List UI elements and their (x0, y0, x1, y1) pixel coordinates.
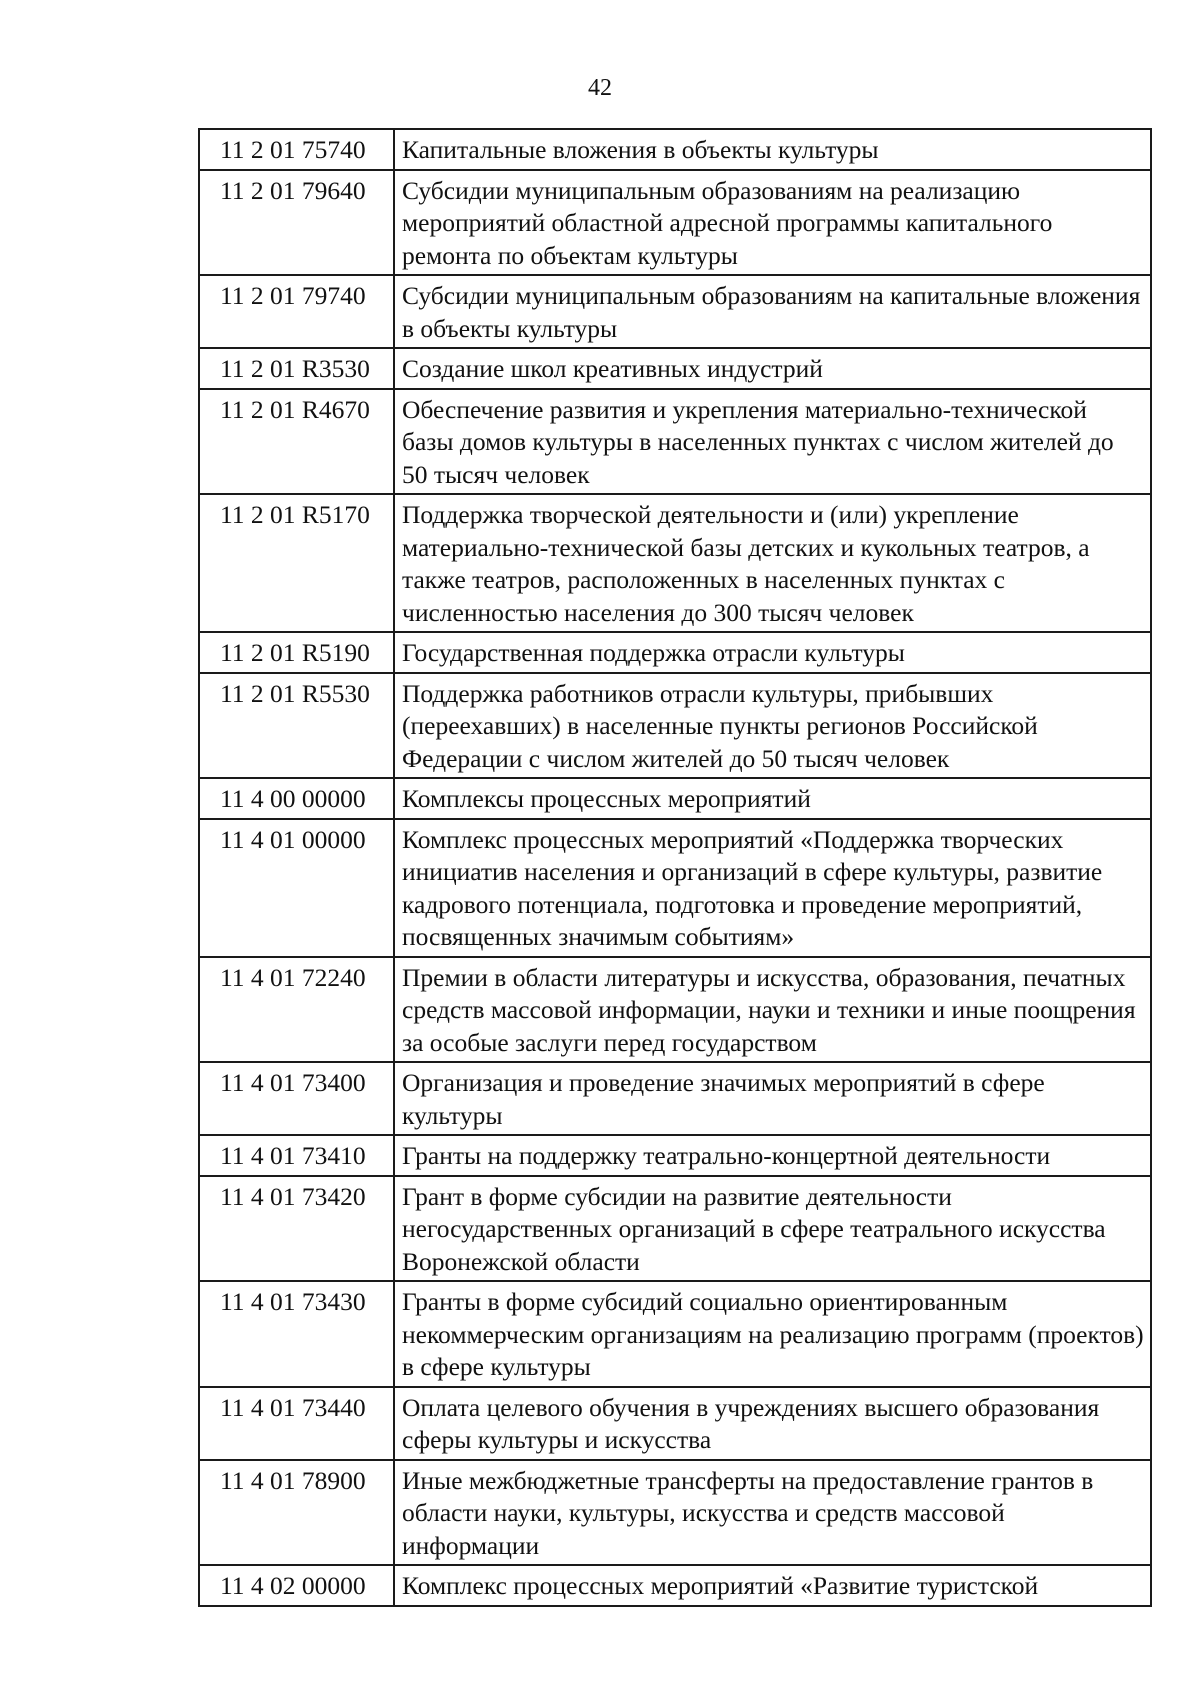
budget-description-cell: Гранты в форме субсидий социально ориентированным некоммерческим организациям на реализацию программ (проектов) в сфере культуры (394, 1281, 1151, 1387)
budget-description-cell: Создание школ креативных индустрий (394, 348, 1151, 389)
budget-code-cell: 11 2 01 R5170 (199, 494, 394, 632)
budget-description-cell: Гранты на поддержку театрально-концертной деятельности (394, 1135, 1151, 1176)
table-row (199, 129, 1151, 170)
budget-description-cell: Иные межбюджетные трансферты на предоставление грантов в области науки, культуры, искусства и средств массовой информации (394, 1460, 1151, 1566)
table-row (199, 778, 1151, 819)
budget-code-cell: 11 2 01 R3530 (199, 348, 394, 389)
table-row (199, 819, 1151, 957)
table-row (199, 389, 1151, 495)
table-row (199, 275, 1151, 348)
budget-code-cell: 11 2 01 R5530 (199, 673, 394, 779)
budget-code-cell: 11 4 01 73400 (199, 1062, 394, 1135)
budget-code-cell: 11 4 01 78900 (199, 1460, 394, 1566)
budget-code-cell: 11 2 01 75740 (199, 129, 394, 170)
budget-description-cell: Комплексы процессных мероприятий (394, 778, 1151, 819)
budget-description-cell: Субсидии муниципальным образованиям на реализацию мероприятий областной адресной программы капитального ремонта по объектам культуры (394, 170, 1151, 276)
budget-description-cell: Оплата целевого обучения в учреждениях высшего образования сферы культуры и искусства (394, 1387, 1151, 1460)
budget-code-table (198, 128, 1152, 1607)
table-row (199, 632, 1151, 673)
table-row (199, 1062, 1151, 1135)
table-row (199, 348, 1151, 389)
table-row (199, 170, 1151, 276)
budget-code-cell: 11 4 01 73420 (199, 1176, 394, 1282)
budget-code-cell: 11 2 01 R4670 (199, 389, 394, 495)
budget-description-cell: Субсидии муниципальным образованиям на капитальные вложения в объекты культуры (394, 275, 1151, 348)
page-number: 42 (588, 75, 612, 101)
budget-code-cell: 11 4 01 73430 (199, 1281, 394, 1387)
table-row (199, 1176, 1151, 1282)
budget-description-cell: Организация и проведение значимых мероприятий в сфере культуры (394, 1062, 1151, 1135)
budget-description-cell: Государственная поддержка отрасли культуры (394, 632, 1151, 673)
budget-description-cell: Комплекс процессных мероприятий «Развитие туристской (394, 1565, 1151, 1606)
table-row (199, 1281, 1151, 1387)
budget-code-table-body (199, 129, 1151, 1606)
budget-description-cell: Обеспечение развития и укрепления материально-технической базы домов культуры в населенных пунктах с числом жителей до 50 тысяч человек (394, 389, 1151, 495)
budget-description-cell: Премии в области литературы и искусства, образования, печатных средств массовой информации, науки и техники и иные поощрения за особые заслуги перед государством (394, 957, 1151, 1063)
budget-code-cell: 11 4 01 72240 (199, 957, 394, 1063)
budget-description-cell: Капитальные вложения в объекты культуры (394, 129, 1151, 170)
table-row (199, 673, 1151, 779)
budget-description-cell: Комплекс процессных мероприятий «Поддержка творческих инициатив населения и организаций в сфере культуры, развитие кадрового потенциала, подготовка и проведение мероприятий, посвященных значимым событиям» (394, 819, 1151, 957)
budget-description-cell: Поддержка работников отрасли культуры, прибывших (переехавших) в населенные пункты регионов Российской Федерации с числом жителей до 50 тысяч человек (394, 673, 1151, 779)
budget-description-cell: Поддержка творческой деятельности и (или) укрепление материально-технической базы детских и кукольных театров, а также театров, расположенных в населенных пунктах с численностью населения до 300 тысяч человек (394, 494, 1151, 632)
table-row (199, 1565, 1151, 1606)
budget-code-cell: 11 4 01 73440 (199, 1387, 394, 1460)
table-row (199, 1460, 1151, 1566)
budget-code-cell: 11 4 00 00000 (199, 778, 394, 819)
budget-description-cell: Грант в форме субсидии на развитие деятельности негосударственных организаций в сфере театрального искусства Воронежской области (394, 1176, 1151, 1282)
table-row (199, 1387, 1151, 1460)
budget-code-cell: 11 2 01 79740 (199, 275, 394, 348)
budget-code-cell: 11 2 01 R5190 (199, 632, 394, 673)
budget-code-cell: 11 2 01 79640 (199, 170, 394, 276)
table-row (199, 1135, 1151, 1176)
budget-code-cell: 11 4 01 00000 (199, 819, 394, 957)
budget-code-cell: 11 4 01 73410 (199, 1135, 394, 1176)
table-row (199, 957, 1151, 1063)
table-row (199, 494, 1151, 632)
budget-code-cell: 11 4 02 00000 (199, 1565, 394, 1606)
